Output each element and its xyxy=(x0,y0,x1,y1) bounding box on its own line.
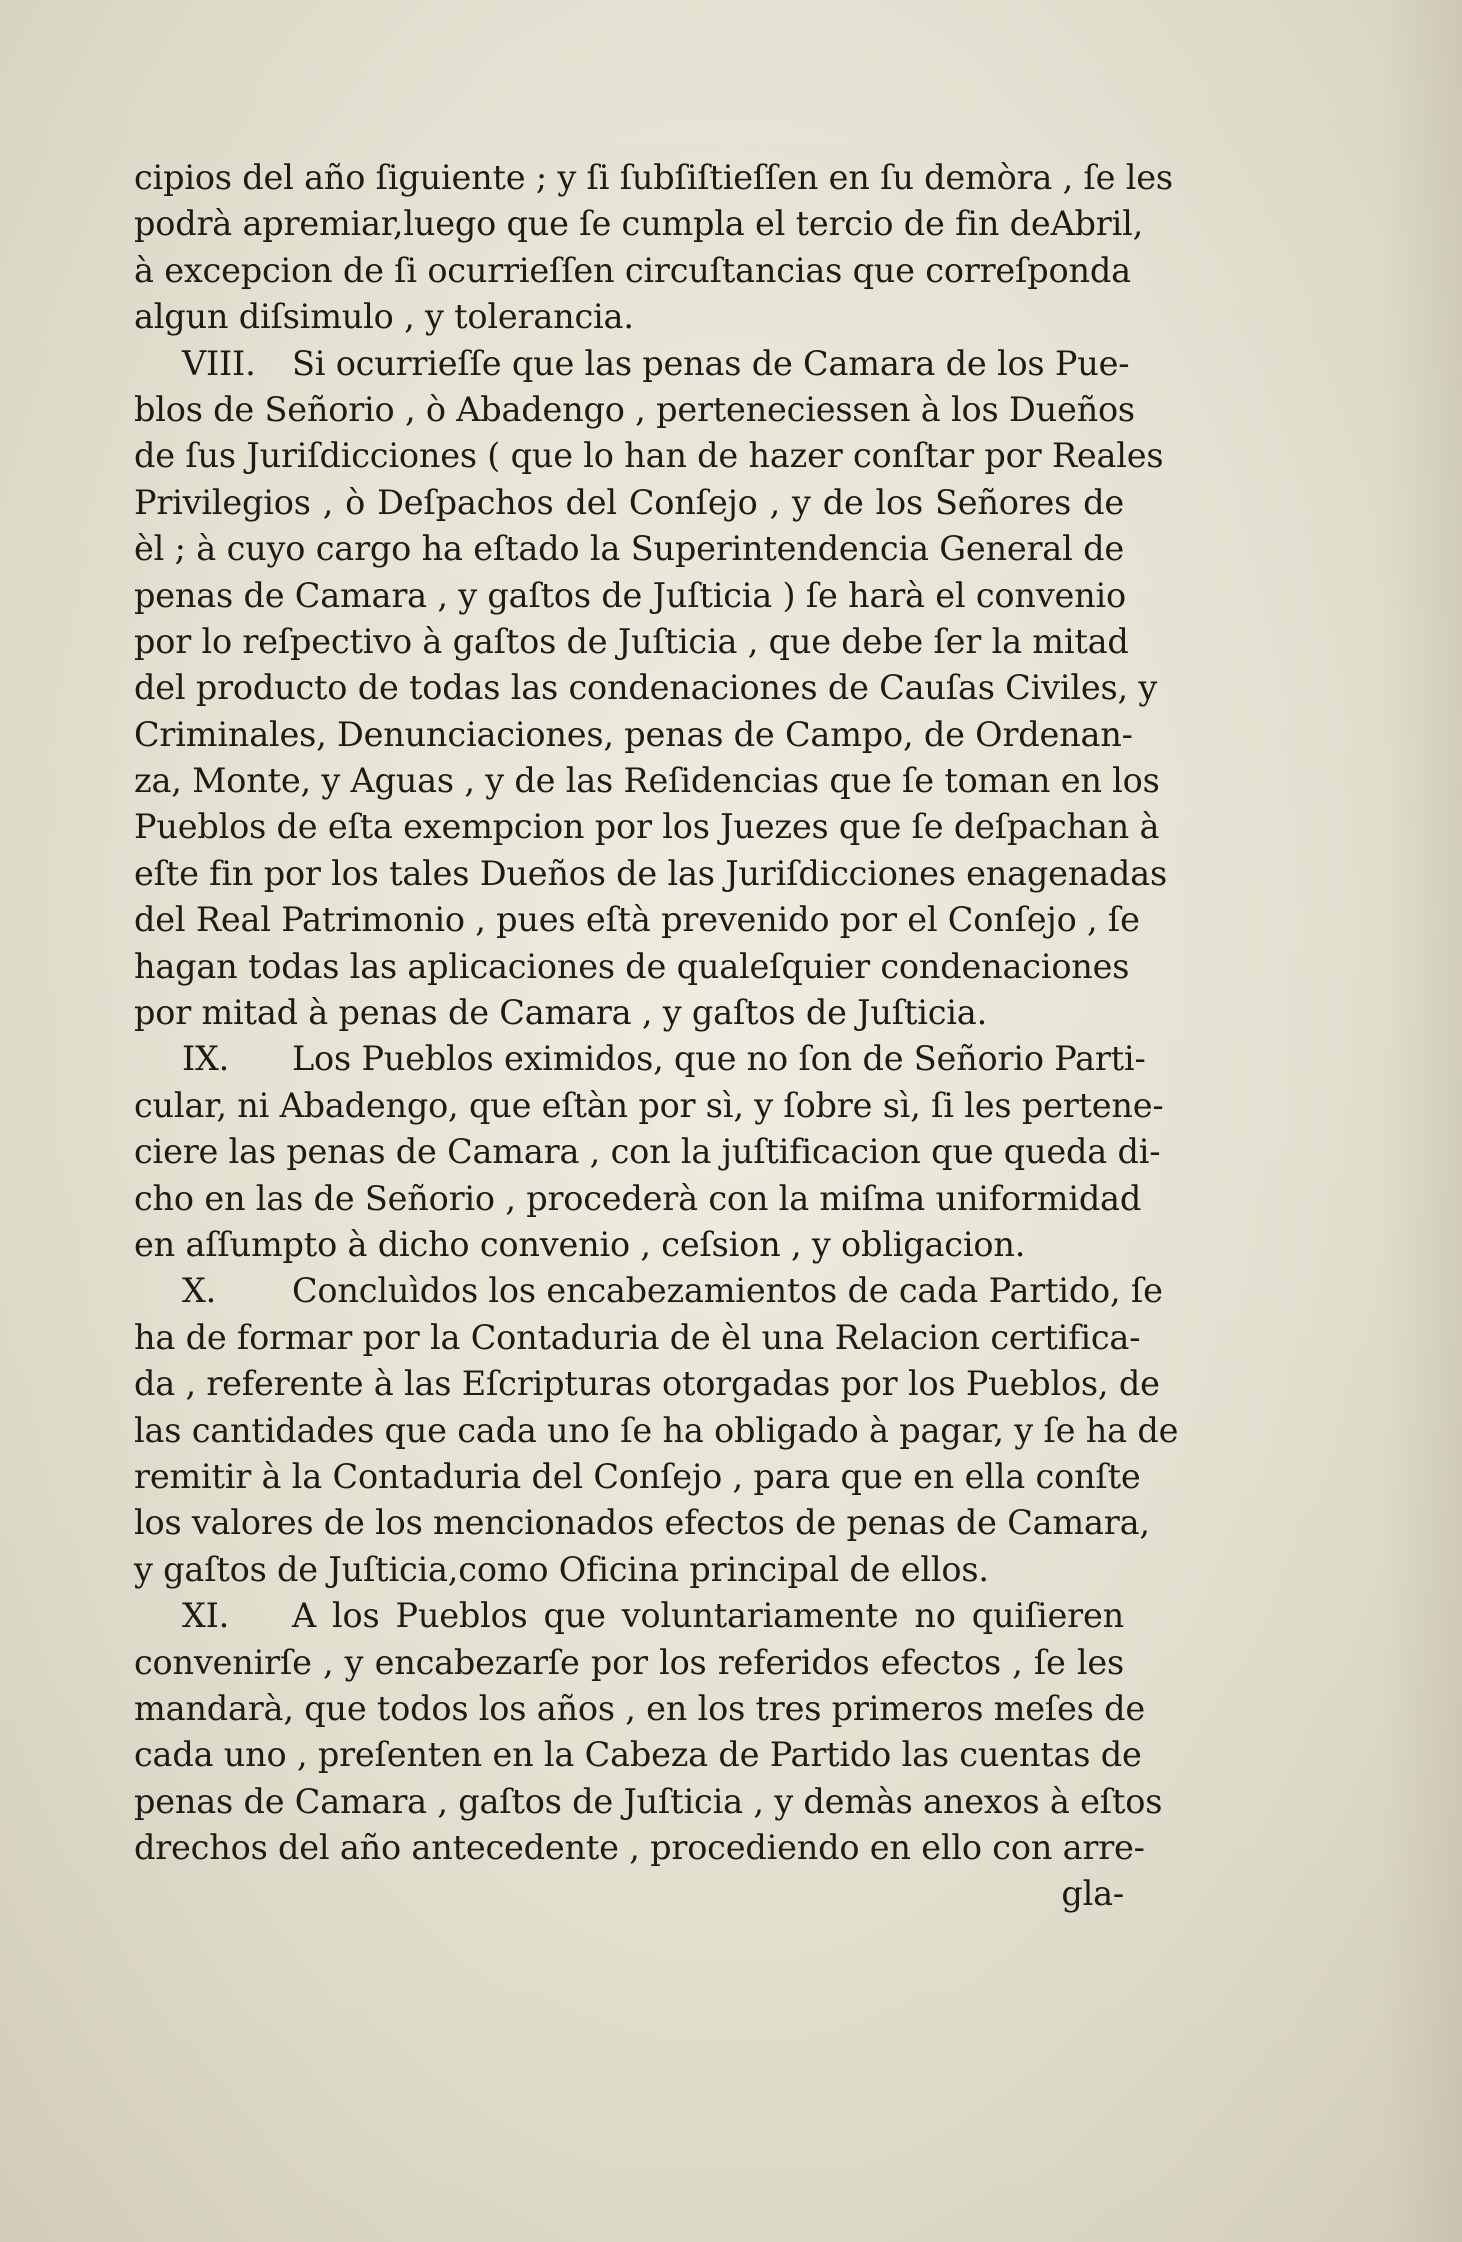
catchword: gla- xyxy=(1061,1874,1124,1914)
page-edge-shadow xyxy=(1382,0,1462,2242)
text-line: Concluìdos los encabezamientos de cada Partido, ſe xyxy=(292,1271,1163,1311)
text-line: èl ; à cuyo cargo ha eſtado la Superintendencia General de xyxy=(134,529,1124,569)
text-line: penas de Camara , y gaſtos de Juſticia ) ſe harà el convenio xyxy=(134,575,1126,615)
text-line: eſte fin por los tales Dueños de las Juriſdicciones enagenadas xyxy=(134,853,1167,893)
document-body xyxy=(134,155,1179,1918)
text-line: de ſus Juriſdicciones ( que lo han de hazer conſtar por Reales xyxy=(134,436,1164,476)
text-line: podrà apremiar,luego que ſe cumpla el tercio de fin deAbril, xyxy=(134,204,1144,244)
paragraph-xi-first-line xyxy=(134,1593,1124,1639)
paragraph-ix-first-line xyxy=(134,1036,1146,1082)
paragraph-number: XI. xyxy=(182,1596,230,1636)
text-line: convenirſe , y encabezarſe por los referidos efectos , ſe les xyxy=(134,1642,1124,1682)
text-line: cho en las de Señorio , procederà con la miſma uniformidad xyxy=(134,1178,1142,1218)
paragraph-viii-first-line xyxy=(134,341,1130,387)
text-line: hagan todas las aplicaciones de qualeſquier condenaciones xyxy=(134,946,1130,986)
text-line: A los Pueblos que voluntariamente no quiſieren xyxy=(292,1596,1124,1636)
text-line: Los Pueblos eximidos, que no ſon de Señorio Parti- xyxy=(292,1039,1146,1079)
text-line: algun diſsimulo , y tolerancia. xyxy=(134,297,634,337)
paragraph-x-first-line xyxy=(134,1268,1163,1314)
paragraph-number: X. xyxy=(182,1271,217,1311)
text-line: za, Monte, y Aguas , y de las Reſidencias que ſe toman en los xyxy=(134,761,1160,801)
text-line: por lo reſpectivo à gaſtos de Juſticia , que debe ſer la mitad xyxy=(134,621,1129,661)
paragraph-number: VIII. xyxy=(182,343,256,383)
text-line: Si ocurrieſſe que las penas de Camara de los Pue- xyxy=(292,343,1130,383)
text-line: cada uno , preſenten en la Cabeza de Partido las cuentas de xyxy=(134,1735,1142,1775)
paragraph-number: IX. xyxy=(182,1039,230,1079)
text-line: del Real Patrimonio , pues eſtà prevenido por el Conſejo , ſe xyxy=(134,900,1140,940)
text-line: mandarà, que todos los años , en los tres primeros meſes de xyxy=(134,1688,1145,1728)
text-line: penas de Camara , gaſtos de Juſticia , y demàs anexos à eſtos xyxy=(134,1781,1163,1821)
text-line: cular, ni Abadengo, que eſtàn por sì, y ſobre sì, ſi les pertene- xyxy=(134,1085,1164,1125)
text-line: en aſſumpto à dicho convenio , ceſsion , y obligacion. xyxy=(134,1224,1026,1264)
text-line: remitir à la Contaduria del Conſejo , para que en ella conſte xyxy=(134,1456,1141,1496)
text-line: los valores de los mencionados efectos de penas de Camara, xyxy=(134,1503,1150,1543)
text-line: cipios del año ſiguiente ; y ſi ſubſiſtieſſen en ſu demòra , ſe les xyxy=(134,158,1173,197)
text-line: por mitad à penas de Camara , y gaſtos de Juſticia. xyxy=(134,993,988,1033)
text-line: y gaſtos de Juſticia,como Oficina principal de ellos. xyxy=(134,1549,989,1589)
text-line: blos de Señorio , ò Abadengo , perteneciessen à los Dueños xyxy=(134,389,1135,429)
text-line: à excepcion de ſi ocurrieſſen circuſtancias que correſponda xyxy=(134,250,1131,290)
text-line: drechos del año antecedente , procediendo en ello con arre- xyxy=(134,1828,1145,1868)
text-line: Privilegios , ò Deſpachos del Conſejo , y de los Señores de xyxy=(134,482,1124,522)
text-line: Criminales, Denunciaciones, penas de Campo, de Ordenan- xyxy=(134,714,1133,754)
text-line: ciere las penas de Camara , con la juſtificacion que queda di- xyxy=(134,1132,1161,1172)
text-line: las cantidades que cada uno ſe ha obligado à pagar, y ſe ha de xyxy=(134,1410,1179,1450)
text-line: da , referente à las Eſcripturas otorgadas por los Pueblos, de xyxy=(134,1364,1160,1404)
text-line: Pueblos de eſta exempcion por los Juezes que ſe deſpachan à xyxy=(134,807,1160,847)
text-line: del producto de todas las condenaciones de Cauſas Civiles, y xyxy=(134,668,1158,708)
text-line: ha de formar por la Contaduria de èl una Relacion certifica- xyxy=(134,1317,1141,1357)
